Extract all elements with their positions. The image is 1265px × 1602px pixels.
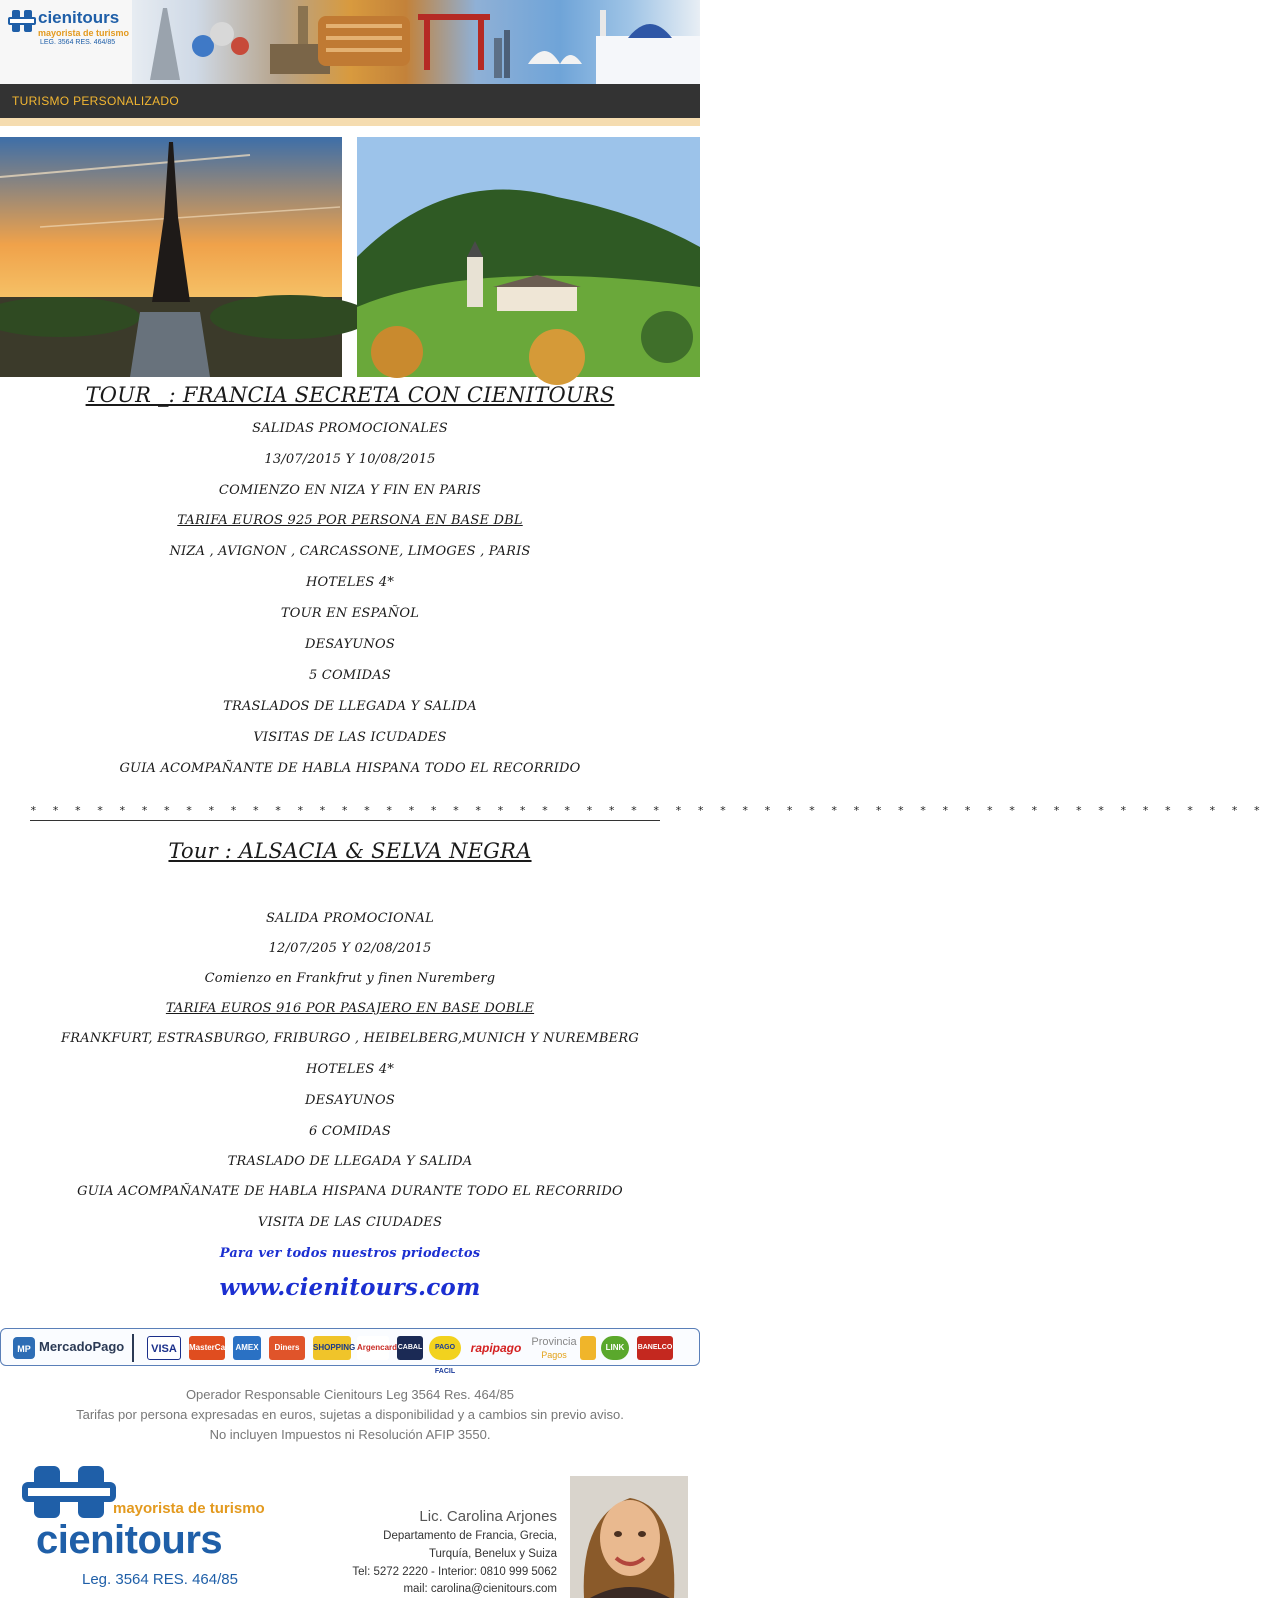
diners-logo: Diners: [269, 1336, 305, 1360]
tour1-line: NIZA , AVIGNON , CARCASSONE, LIMOGES , PARIS: [169, 544, 531, 559]
logo-name: cienitours: [38, 8, 120, 27]
cta-text-link[interactable]: Para ver todos nuestros priodectos: [219, 1246, 481, 1261]
argencard-logo: Argencard: [357, 1336, 389, 1360]
star-separator: * * * * * * * * * * * * * * * * * * * * * * * * * * * * * * * * * * * * * * * * * * * * * * * * * * * * * * * *: [30, 804, 1265, 817]
footer-cross-logo-icon: [22, 1466, 116, 1518]
mercadopago-icon: [13, 1337, 35, 1359]
cabal-logo: CABAL: [397, 1336, 423, 1360]
header-banner: [0, 0, 700, 84]
tour2-line: FRANKFURT, ESTRASBURGO, FRIBURGO , HEIBELBERG,MUNICH Y NUREMBERG: [61, 1031, 639, 1046]
payment-methods-bar: [0, 1328, 700, 1375]
header-logo[interactable]: [0, 0, 132, 84]
payments-divider: [132, 1334, 134, 1362]
contact-dept: Departamento de Francia, Grecia,: [383, 1530, 557, 1542]
logo-tagline: mayorista de turismo: [38, 28, 130, 38]
disclaimer-line: Tarifas por persona expresadas en euros, sujetas a disponibilidad y a cambios sin previo aviso.: [76, 1407, 624, 1422]
tour2-line: TRASLADO DE LLEGADA Y SALIDA: [227, 1154, 473, 1169]
black-forest-photo: [357, 137, 700, 377]
pagofacil-logo: PAGO FACIL: [429, 1336, 461, 1360]
tour1-line: TRASLADOS DE LLEGADA Y SALIDA: [223, 699, 477, 714]
footer-logo-name: cienitours: [36, 1518, 223, 1562]
logo-leg: LEG. 3564 RES. 464/85: [40, 39, 116, 46]
tour2-line: 6 COMIDAS: [309, 1124, 391, 1139]
website-link[interactable]: www.cienitours.com: [219, 1274, 481, 1301]
amex-logo: AMEX: [233, 1336, 261, 1360]
tour2-line: HOTELES 4*: [305, 1062, 395, 1077]
footer-logo-tagline: mayorista de turismo: [113, 1500, 265, 1517]
tour1-line: GUIA ACOMPAÑANTE DE HABLA HISPANA TODO EL RECORRIDO: [119, 761, 581, 776]
tour1-line: SALIDAS PROMOCIONALES: [252, 421, 448, 436]
tour2-title: Tour : ALSACIA & SELVA NEGRA: [168, 839, 532, 863]
visa-logo: VISA: [147, 1336, 181, 1360]
tour1-line: TOUR EN ESPAÑOL: [280, 606, 420, 621]
tour1-line: 13/07/2015 Y 10/08/2015: [264, 452, 436, 467]
tour2-line: SALIDA PROMOCIONAL: [266, 911, 434, 926]
header-strip-text: TURISMO PERSONALIZADO: [12, 94, 179, 108]
contact-dept: Turquía, Benelux y Suiza: [428, 1548, 557, 1560]
tour2-line: VISITA DE LAS CIUDADES: [257, 1215, 443, 1230]
contact-portrait: [570, 1476, 688, 1598]
footer-logo-leg: Leg. 3564 RES. 464/85: [82, 1571, 238, 1588]
mastercard-logo: MasterCard: [189, 1336, 225, 1360]
tour2-line: GUIA ACOMPAÑANATE DE HABLA HISPANA DURANTE TODO EL RECORRIDO: [77, 1184, 623, 1199]
provincia-logo: [529, 1336, 579, 1360]
tour1-line: DESAYUNOS: [305, 637, 395, 652]
tour2-price: TARIFA EUROS 916 POR PASAJERO EN BASE DOBLE: [165, 1001, 535, 1016]
disclaimer-line: Operador Responsable Cienitours Leg 3564 Res. 464/85: [185, 1387, 515, 1402]
tour2-line: Comienzo en Frankfrut y finen Nuremberg: [204, 971, 496, 986]
paris-eiffel-photo: [0, 137, 342, 377]
tour1-line: COMIENZO EN NIZA Y FIN EN PARIS: [218, 483, 482, 498]
provincia-sub-label: Pagos: [541, 1350, 567, 1360]
disclaimer-line: No incluyen Impuestos ni Resolución AFIP 3550.: [209, 1427, 491, 1442]
tour1-title: TOUR _: FRANCIA SECRETA CON CIENITOURS: [85, 383, 615, 407]
tour2-line: DESAYUNOS: [305, 1093, 395, 1108]
link-logo: LINK: [601, 1336, 629, 1360]
tour1-line: 5 COMIDAS: [309, 668, 391, 683]
tour1-price: TARIFA EUROS 925 POR PERSONA EN BASE DBL: [177, 513, 523, 528]
separator-rule: [30, 820, 660, 821]
tour1-line: HOTELES 4*: [305, 575, 395, 590]
shopping-logo: SHOPPING: [313, 1336, 351, 1360]
provincia-label: Provincia: [531, 1336, 577, 1348]
cross-logo-icon: [8, 10, 36, 32]
provincia-p-icon: [580, 1336, 596, 1360]
banelco-logo: BANELCO: [637, 1336, 673, 1360]
mercadopago-label: MercadoPago: [39, 1339, 125, 1354]
contact-phone: Tel: 5272 2220 - Interior: 0810 999 5062: [352, 1566, 557, 1578]
tour2-line: 12/07/205 Y 02/08/2015: [268, 941, 432, 956]
svg-text:MP: MP: [17, 1344, 31, 1354]
contact-email[interactable]: mail: carolina@cienitours.com: [403, 1583, 557, 1595]
rapipago-logo: rapipago: [470, 1341, 522, 1355]
header-accent-line: [0, 118, 700, 126]
contact-name: Lic. Carolina Arjones: [419, 1508, 557, 1525]
tour1-line: VISITAS DE LAS ICUDADES: [253, 730, 447, 745]
